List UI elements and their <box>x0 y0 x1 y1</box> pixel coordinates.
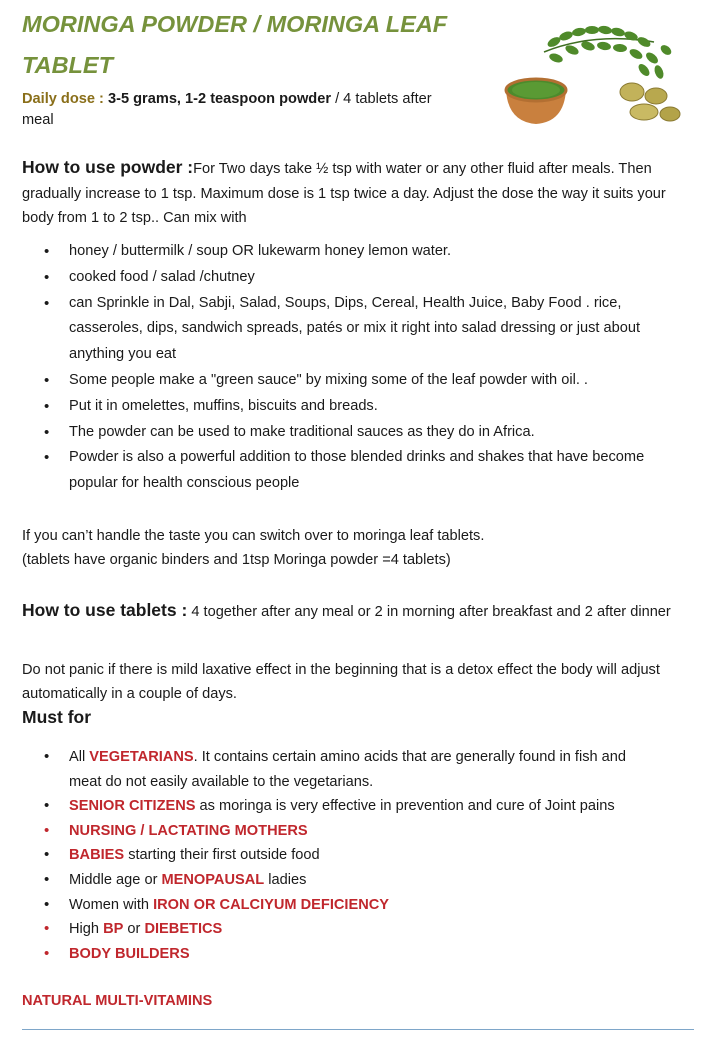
taste-line: If you can’t handle the taste you can switch over to moringa leaf tablets. <box>22 528 485 544</box>
daily-dose-label: Daily dose : <box>22 91 104 107</box>
item-highlight: NURSING / LACTATING MOTHERS <box>69 822 308 839</box>
item-highlight: SENIOR CITIZENS <box>69 798 196 815</box>
natural-multivitamins: NATURAL MULTI-VITAMINS <box>22 993 213 1009</box>
daily-dose-amount: 3-5 grams, 1-2 teaspoon powder <box>107 91 332 107</box>
list-item <box>22 745 662 794</box>
item-text: starting their first outside food <box>124 847 320 864</box>
item-highlight: DIEBETICS <box>144 921 223 938</box>
detox-note: Do not panic if there is mild laxative effect in the beginning that is a detox effect the body will adjust automatically in a couple of days. <box>22 662 660 702</box>
powder-heading: How to use powder : <box>22 157 194 177</box>
list-item <box>22 893 662 918</box>
list-item: • Some people make a "green sauce" by mixing some of the leaf powder with oil. . <box>22 368 662 394</box>
item-text: . It contains certain amino acids that are generally found in fish and meat do not easily available to the vegetarians. <box>69 749 627 790</box>
item-text: Women with <box>69 896 154 913</box>
must-for-list <box>22 745 662 966</box>
must-for-heading: Must for <box>22 707 92 727</box>
list-item: • Put it in omelettes, muffins, biscuits and breads. <box>22 394 662 420</box>
powder-usage <box>22 155 682 231</box>
list-item <box>22 843 662 868</box>
list-item <box>22 868 662 893</box>
item-highlight: MENOPAUSAL <box>161 871 265 888</box>
item-highlight: BP <box>103 921 124 938</box>
list-item: • Powder is also a powerful addition to those blended drinks and shakes that have become popular for health conscious people <box>22 445 662 497</box>
powder-uses-list <box>22 239 662 497</box>
taste-note <box>22 525 682 572</box>
item-text: or <box>123 921 145 938</box>
item-highlight: IRON OR CALCIYUM DEFICIENCY <box>153 896 390 913</box>
list-item: • cooked food / salad /chutney <box>22 265 662 291</box>
powder-text: For Two days take ½ tsp with water or any other fluid after meals. Then gradually increase to 1 tsp. Maximum dose is 1 tsp twice a day. Adjust the dose the way it suits your body from 1 to 2 tsp.. Can mix with <box>22 161 666 226</box>
taste-line: (tablets have organic binders and 1tsp Moringa powder =4 tablets) <box>22 551 451 568</box>
item-text: High <box>69 921 104 938</box>
item-highlight: BABIES <box>69 847 125 864</box>
list-item <box>22 917 662 942</box>
list-item: • honey / buttermilk / soup OR lukewarm honey lemon water. <box>22 239 662 265</box>
daily-dose <box>22 89 462 131</box>
item-highlight: VEGETARIANS <box>89 749 194 765</box>
tablet-usage <box>22 598 682 624</box>
list-item: • can Sprinkle in Dal, Sabji, Salad, Soups, Dips, Cereal, Health Juice, Baby Food . rice, casseroles, dips, sandwich spreads, patés or mix it right into salad dressing or just about anything you eat <box>22 291 662 368</box>
list-item <box>22 819 662 844</box>
moringa-illustration-icon <box>484 22 696 130</box>
item-highlight: BODY BUILDERS <box>69 945 190 962</box>
item-text: ladies <box>264 871 307 888</box>
document-title: MORINGA POWDER / MORINGA LEAF TABLET <box>22 11 448 78</box>
tablets-heading: How to use tablets : <box>22 600 188 620</box>
list-item: • The powder can be used to make traditional sauces as they do in Africa. <box>22 420 662 446</box>
item-text: All <box>69 749 90 765</box>
footer-divider <box>22 1029 694 1030</box>
tablets-text: 4 together after any meal or 2 in morning after breakfast and 2 after dinner <box>187 604 671 620</box>
list-item <box>22 942 662 967</box>
item-text: Middle age or <box>69 871 162 888</box>
list-item <box>22 794 662 819</box>
item-text: as moringa is very effective in prevention and cure of Joint pains <box>195 798 615 815</box>
daily-dose-rest: / 4 tablets after meal <box>22 91 432 128</box>
